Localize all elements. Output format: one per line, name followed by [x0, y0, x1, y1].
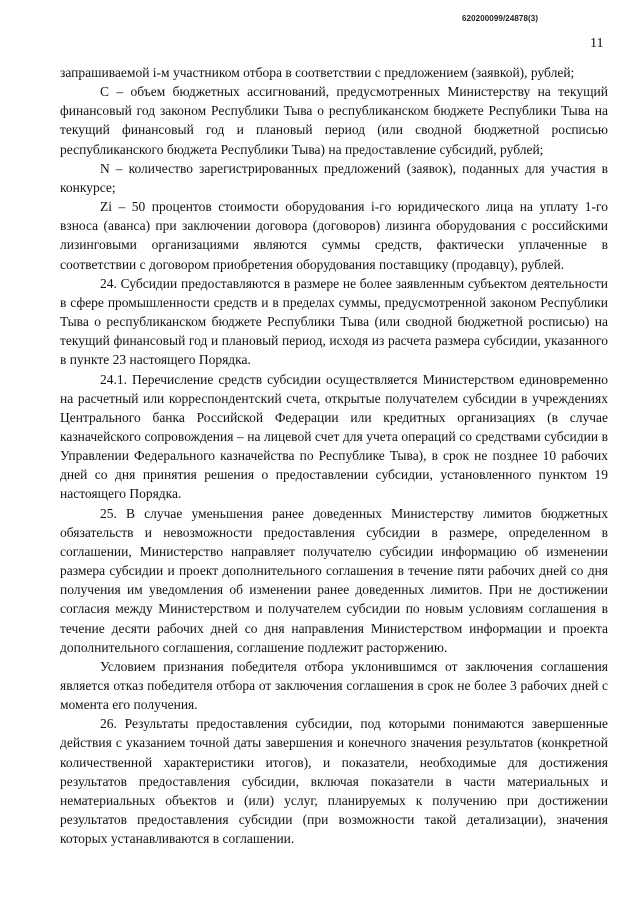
page-number: 11: [590, 36, 604, 51]
paragraph: Условием признания победителя отбора уклонившимся от заключения соглашения является отказ победителя отбора от заключения соглашения в срок не более 3 рабочих дней с момента его получения.: [60, 658, 608, 713]
paragraph: 24.1. Перечисление средств субсидии осуществляется Министерством единовременно на расчетный или корреспондентский счета, открытые получателем субсидии в учреждениях Центрального банка Российской Федерации или кредитных организациях (в случае казначейского сопровождения – на лицевой счет для учета операций со средствами субсидии в Управлении Федерального казначейства по Республике Тыва), в срок не позднее 10 рабочих дней со дня принятия решения о предоставлении субсидии, установленного пунктом 19 настоящего Порядка.: [60, 371, 608, 502]
body-text: [60, 63, 608, 848]
paragraph: 25. В случае уменьшения ранее доведенных Министерству лимитов бюджетных обязательств и невозможности предоставления субсидии в размере, определенном в соглашении, Министерство направляет получателю субсидии информацию об изменении размера субсидии и проект дополнительного соглашения в течение пяти рабочих дней со дня получения им уведомления об изменении ранее доведенных лимитов. При не достижении согласия между Министерством и получателем субсидии по новым условиям соглашения в течение десяти рабочих дней со дня направления Министерством информации и проекта дополнительного соглашения, соглашение подлежит расторжению.: [60, 505, 608, 655]
paragraph: 24. Субсидии предоставляются в размере не более заявленным субъектом деятельности в сфере промышленности средств и в пределах суммы, предусмотренной законом Республики Тыва о республиканском бюджете Республики Тыва (или сводной бюджетной росписью) на текущий финансовый год и плановый период, исходя из расчета размера субсидии, указанного в пункте 23 настоящего Порядка.: [60, 275, 608, 368]
paragraph: 26. Результаты предоставления субсидии, под которыми понимаются завершенные действия с указанием точной даты завершения и конечного значения результатов (конкретной количественной характеристики итогов), и показатели, необходимые для достижения результатов предоставления субсидии, включая показатели в части материальных и нематериальных объектов и (или) услуг, планируемых к получению при достижении результатов предоставления субсидии (при возможности такой детализации), значения которых устанавливаются в соглашении.: [60, 716, 608, 847]
paragraph: запрашиваемой i-м участником отбора в соответствии с предложением (заявкой), рублей;: [60, 65, 575, 80]
document-id: 620200099/24878(3): [462, 14, 539, 23]
paragraph: С – объем бюджетных ассигнований, предусмотренных Министерству на текущий финансовый год законом Республики Тыва о республиканском бюджете Республики Тыва на текущий финансовый год и плановый период (или сводной бюджетной росписью республиканского бюджета Республики Тыва) на предоставление субсидий, рублей;: [60, 84, 608, 157]
paragraph: Zi – 50 процентов стоимости оборудования i-го юридического лица на уплату 1-го взноса (аванса) при заключении договора (договоров) лизинга оборудования с российскими лизинговыми организациями являются суммы средств, фактически уплаченные в соответствии с договором приобретения оборудования поставщику (продавцу), рублей.: [60, 199, 608, 272]
paragraph: N – количество зарегистрированных предложений (заявок), поданных для участия в конкурсе;: [60, 160, 608, 195]
